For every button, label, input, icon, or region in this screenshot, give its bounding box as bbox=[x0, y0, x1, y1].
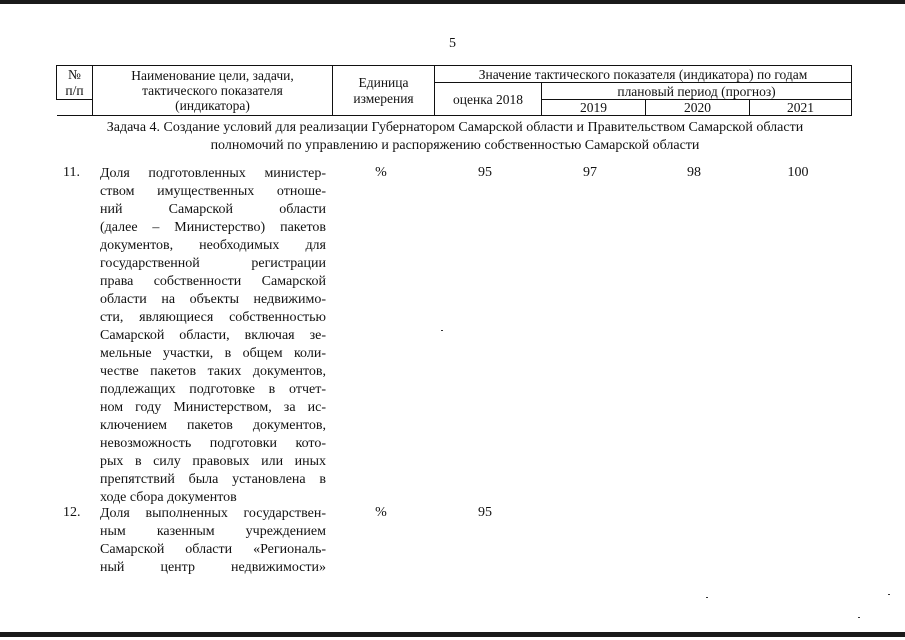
header-col-name-line-2: тактического показателя bbox=[142, 83, 283, 98]
scan-top-border bbox=[0, 0, 905, 4]
value-2018: 95 bbox=[478, 165, 492, 180]
value-2021: 100 bbox=[787, 165, 809, 180]
indicator-name-line: невозможность подготовки кото- bbox=[100, 436, 326, 451]
scan-speck bbox=[888, 594, 890, 595]
header-values-title: Значение тактического показателя (индикатора) по годам bbox=[435, 66, 852, 83]
header-num-spacer bbox=[57, 100, 93, 116]
task-heading-line-1: Задача 4. Создание условий для реализации Губернатором Самарской области и Правительством Самарской области bbox=[106, 120, 804, 135]
value-2018: 95 bbox=[478, 505, 492, 520]
indicator-name-line: честве пакетов таких документов, bbox=[100, 364, 326, 379]
value-2020: 98 bbox=[687, 165, 701, 180]
header-col-name bbox=[93, 66, 333, 116]
indicator-name-line: Доля выполненных государствен- bbox=[100, 506, 326, 521]
row-number: 12. bbox=[63, 505, 81, 520]
indicator-name-line: мельные участки, в общем коли- bbox=[100, 346, 326, 361]
indicator-name-line: рых в силу правовых или иных bbox=[100, 454, 326, 469]
indicator-name-line: права собственности Самарской bbox=[100, 274, 326, 289]
indicator-name-line: Самарской области, включая зе- bbox=[100, 328, 326, 343]
header-year-2020: 2020 bbox=[646, 100, 750, 116]
table-header bbox=[56, 65, 852, 116]
header-year-2021: 2021 bbox=[750, 100, 852, 116]
indicator-name bbox=[100, 165, 326, 507]
task-heading bbox=[60, 119, 850, 155]
indicator-name-line: ством имущественных отноше- bbox=[100, 184, 326, 199]
scan-speck bbox=[441, 330, 443, 331]
header-col-name-line-1: Наименование цели, задачи, bbox=[131, 68, 294, 83]
indicator-name-line: ным казенным учреждением bbox=[100, 524, 326, 539]
indicator-name-line: ключением пакетов документов, bbox=[100, 418, 326, 433]
indicator-name-line: ходе сбора документов bbox=[100, 490, 237, 505]
indicator-name-line: ном году Министерством, за ис- bbox=[100, 400, 326, 415]
header-year-2019: 2019 bbox=[542, 100, 646, 116]
scan-speck bbox=[706, 597, 708, 598]
indicator-name-line: государственной регистрации bbox=[100, 256, 326, 271]
page-number: 5 bbox=[449, 36, 456, 51]
row-number: 11. bbox=[63, 165, 80, 180]
indicator-name-line: подлежащих подготовке в отчет- bbox=[100, 382, 326, 397]
unit-cell: % bbox=[375, 165, 387, 180]
header-col-num bbox=[57, 66, 93, 100]
indicator-name-line: ный центр недвижимости» bbox=[100, 560, 326, 575]
header-estimate-2018: оценка 2018 bbox=[435, 83, 542, 116]
header-col-unit-line-2: измерения bbox=[353, 90, 414, 106]
indicator-name-line: (далее – Министерство) пакетов bbox=[100, 220, 326, 235]
indicator-name-line: сти, являющиеся собственностью bbox=[100, 310, 326, 325]
value-2019: 97 bbox=[583, 165, 597, 180]
scan-bottom-border bbox=[0, 632, 905, 637]
header-plan-period: плановый период (прогноз) bbox=[542, 83, 852, 100]
scan-speck bbox=[858, 617, 860, 618]
indicator-name-line: документов, необходимых для bbox=[100, 238, 326, 253]
indicator-name-line: Доля подготовленных министер- bbox=[100, 166, 326, 181]
indicator-name-line: Самарской области «Региональ- bbox=[100, 542, 326, 557]
indicator-name-line: области на объекты недвижимо- bbox=[100, 292, 326, 307]
header-col-num-line-2: п/п bbox=[65, 82, 84, 98]
header-col-name-line-3: (индикатора) bbox=[175, 98, 250, 113]
header-col-unit bbox=[333, 66, 435, 116]
indicator-name bbox=[100, 505, 326, 577]
indicator-name-line: ний Самарской области bbox=[100, 202, 326, 217]
header-col-num-line-1: № bbox=[68, 66, 81, 82]
header-col-unit-line-1: Единица bbox=[358, 74, 409, 90]
unit-cell: % bbox=[375, 505, 387, 520]
indicator-name-line: препятствий была установлена в bbox=[100, 472, 326, 487]
task-heading-line-2: полномочий по управлению и распоряжению собственностью Самарской области bbox=[210, 138, 700, 153]
